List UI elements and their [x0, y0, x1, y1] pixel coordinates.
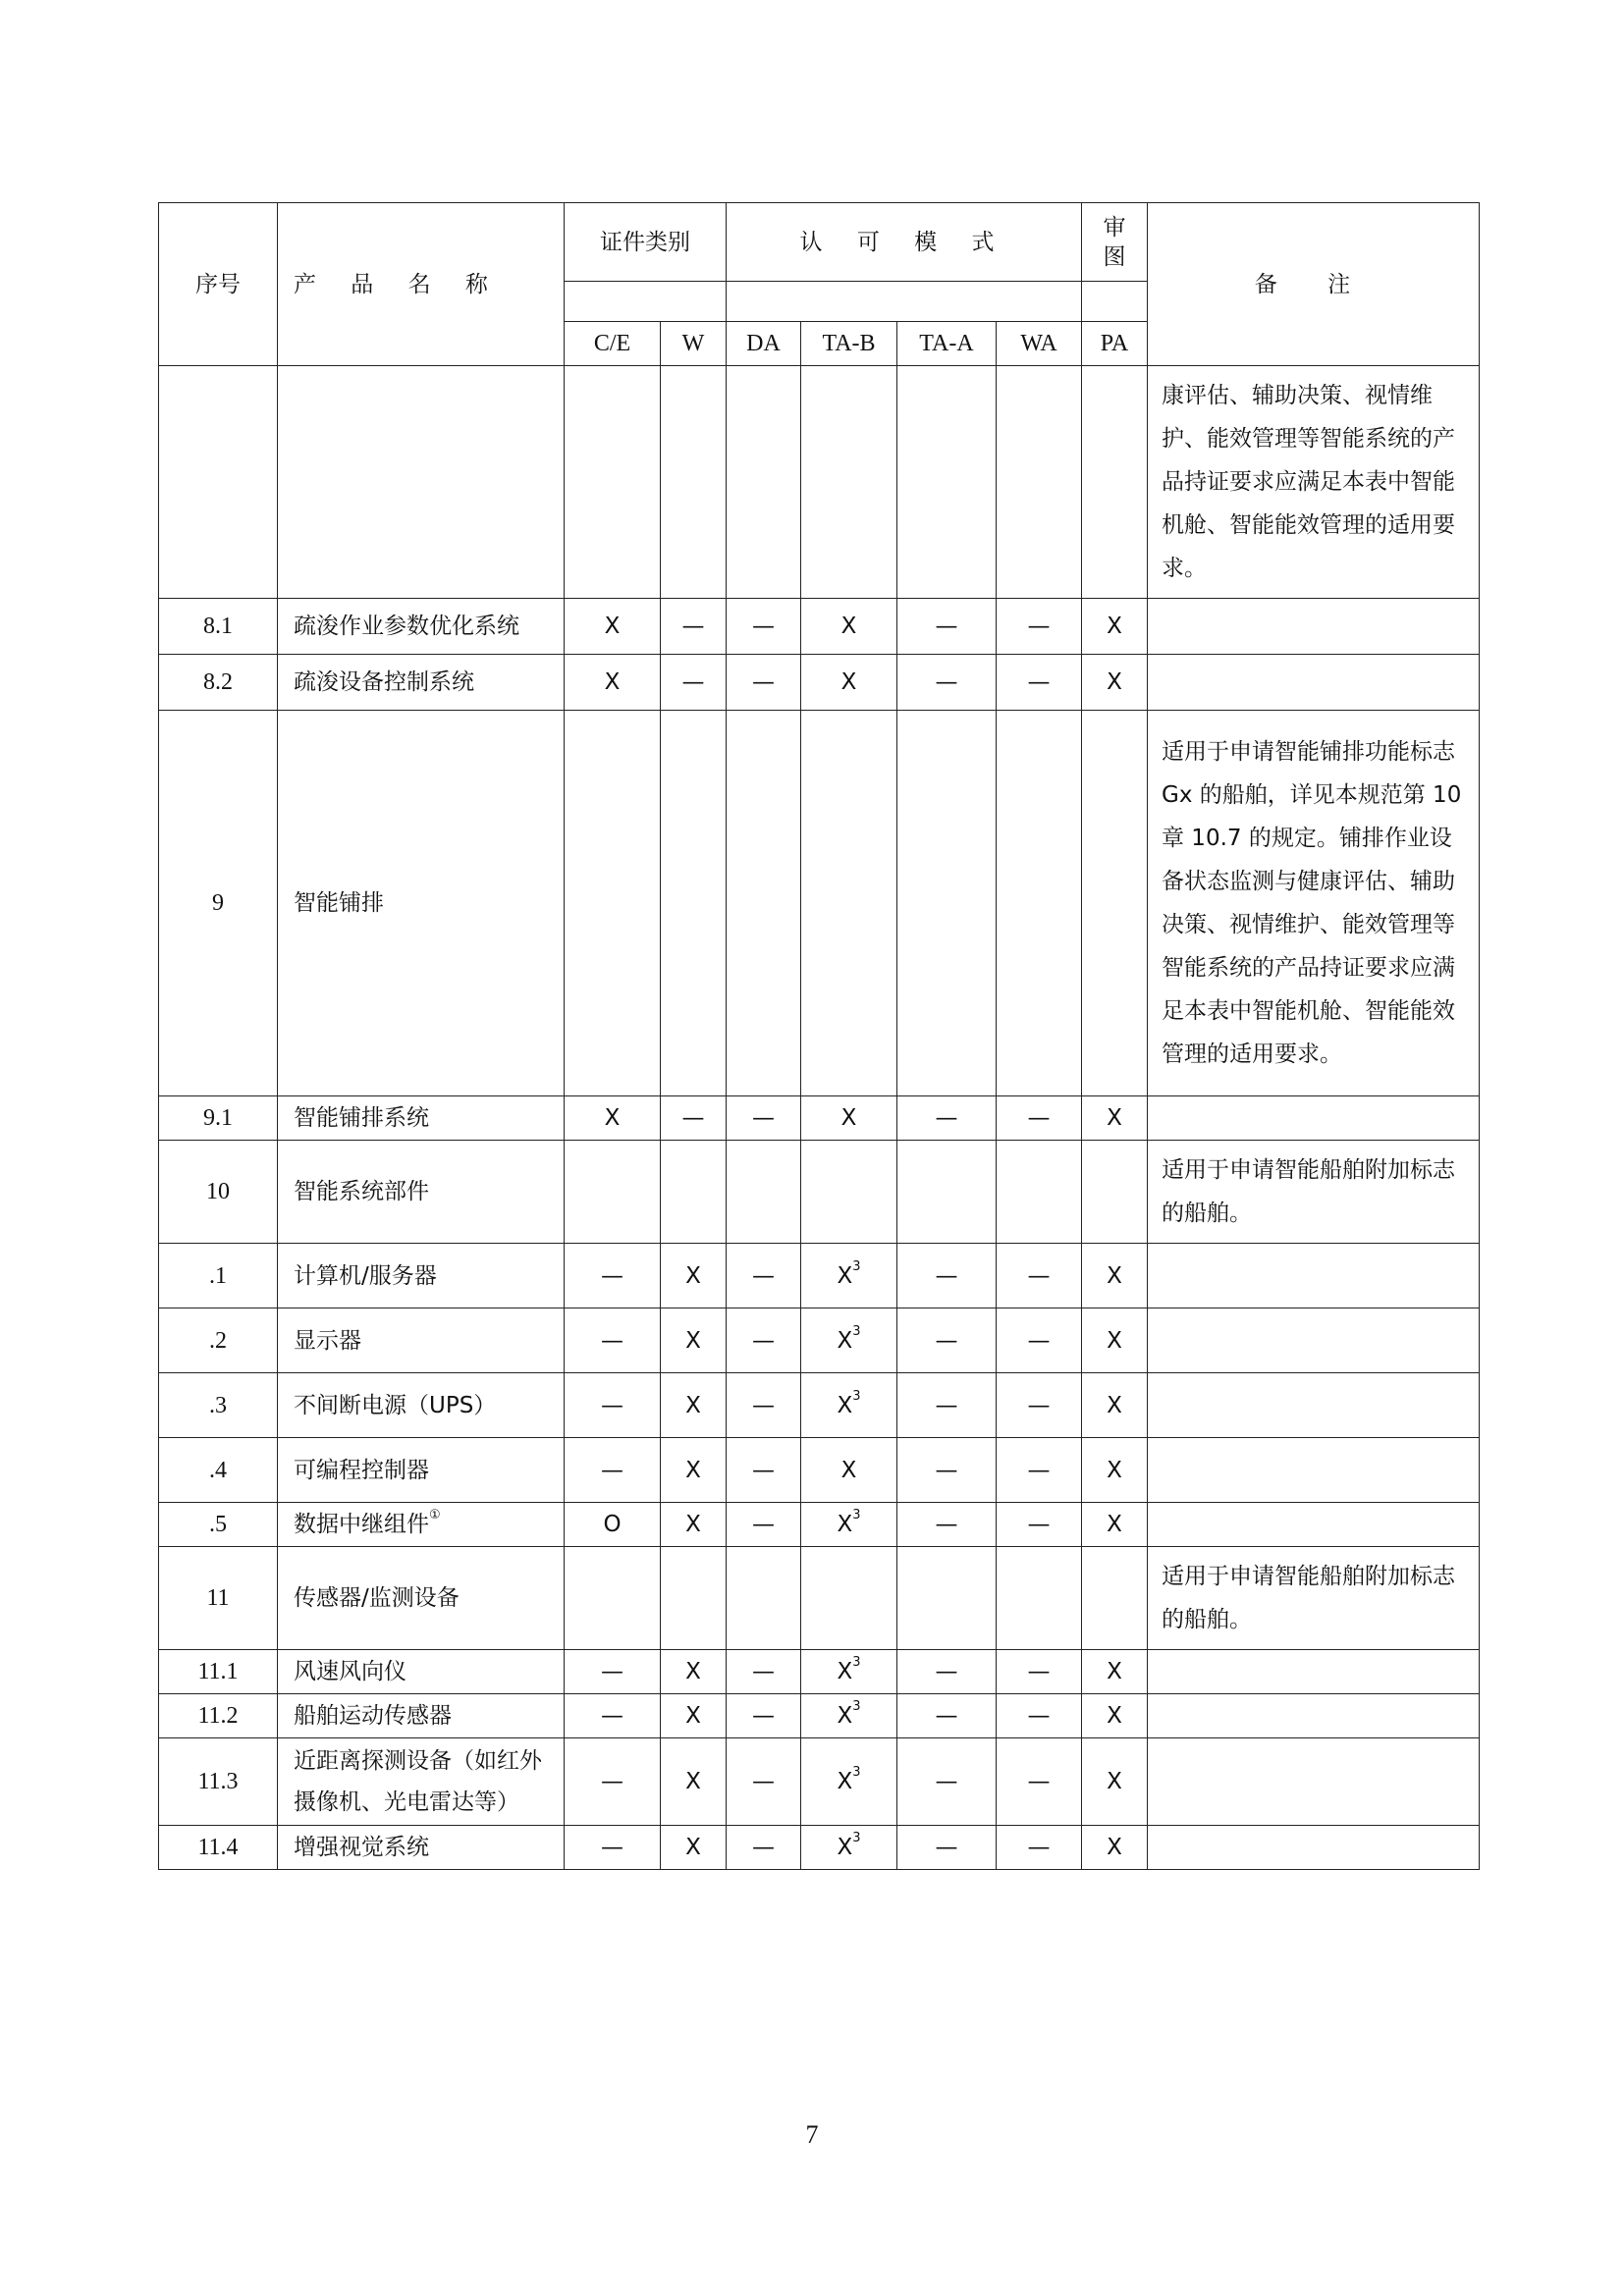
row-mark: —: [997, 599, 1082, 655]
row-remark: [1148, 1373, 1480, 1438]
row-mark: —: [997, 1826, 1082, 1870]
row-product-name: 传感器/监测设备: [278, 1547, 565, 1650]
row-remark: [1148, 1738, 1480, 1826]
row-mark: X: [565, 599, 661, 655]
table-row: [159, 1826, 1480, 1870]
row-remark: 适用于申请智能船舶附加标志的船舶。: [1148, 1547, 1480, 1650]
row-remark: [1148, 1826, 1480, 1870]
row-mark: —: [565, 1694, 661, 1738]
code-pa: PA: [1082, 322, 1148, 366]
row-mark: X: [661, 1694, 727, 1738]
superscript-note: 3: [852, 1699, 861, 1715]
row-product-name: 不间断电源（UPS）: [278, 1373, 565, 1438]
row-seq: 8.1: [159, 599, 278, 655]
row-mark: X: [661, 1373, 727, 1438]
row-mark: X: [801, 655, 897, 711]
code-w: W: [661, 322, 727, 366]
row-remark: [1148, 1650, 1480, 1694]
row-mark: —: [897, 1503, 997, 1547]
table-row: [159, 366, 1480, 599]
row-mark: —: [997, 1503, 1082, 1547]
row-mark: —: [661, 1096, 727, 1141]
row-product-name: 增强视觉系统: [278, 1826, 565, 1870]
row-mark: X: [1082, 1826, 1148, 1870]
header-seq: 序号: [159, 203, 278, 366]
row-mark: —: [997, 1373, 1082, 1438]
row-mark: X: [661, 1826, 727, 1870]
row-remark: [1148, 655, 1480, 711]
row-mark: X: [801, 1096, 897, 1141]
row-mark: [661, 1141, 727, 1244]
row-mark: [565, 1141, 661, 1244]
row-mark: —: [997, 1738, 1082, 1826]
code-wa: WA: [997, 322, 1082, 366]
row-mark: X: [1082, 1308, 1148, 1373]
row-mark: —: [997, 1096, 1082, 1141]
row-mark: X: [565, 655, 661, 711]
row-mark: —: [727, 599, 801, 655]
row-mark: $X^3$: [801, 1738, 897, 1826]
table-row: [159, 1738, 1480, 1826]
code-ta-a: TA-A: [897, 322, 997, 366]
row-mark: [997, 1141, 1082, 1244]
table-row: [159, 1141, 1480, 1244]
row-mark: —: [727, 1096, 801, 1141]
row-mark: $X^3$: [801, 1503, 897, 1547]
row-mark: —: [997, 655, 1082, 711]
row-product-name: 可编程控制器: [278, 1438, 565, 1503]
row-mark: X: [1082, 599, 1148, 655]
table-row: [159, 711, 1480, 1096]
row-remark: [1148, 1438, 1480, 1503]
row-product-name: 智能铺排: [278, 711, 565, 1096]
row-seq: .1: [159, 1244, 278, 1308]
row-mark: —: [897, 599, 997, 655]
row-mark: —: [897, 1738, 997, 1826]
row-seq: 11.4: [159, 1826, 278, 1870]
row-mark: —: [727, 1244, 801, 1308]
table-row: [159, 655, 1480, 711]
table-row: [159, 599, 1480, 655]
product-certification-table: [158, 202, 1480, 1870]
row-mark: —: [661, 655, 727, 711]
row-mark: X: [661, 1738, 727, 1826]
table-row: [159, 1308, 1480, 1373]
row-mark: $X^3$: [801, 1826, 897, 1870]
row-mark: —: [897, 1308, 997, 1373]
row-mark: —: [897, 1373, 997, 1438]
row-mark: [997, 366, 1082, 599]
row-mark: [727, 1141, 801, 1244]
row-mark: $X^3$: [801, 1373, 897, 1438]
row-remark: [1148, 1308, 1480, 1373]
row-product-name: [278, 366, 565, 599]
row-product-name: 船舶运动传感器: [278, 1694, 565, 1738]
row-product-name: 疏浚设备控制系统: [278, 655, 565, 711]
row-mark: —: [727, 1308, 801, 1373]
row-mark: —: [997, 1308, 1082, 1373]
row-mark: $X^3$: [801, 1694, 897, 1738]
row-seq: 11.3: [159, 1738, 278, 1826]
row-mark: —: [565, 1373, 661, 1438]
row-mark: —: [997, 1650, 1082, 1694]
row-mark: $X^3$: [801, 1308, 897, 1373]
footnote-marker: ①: [429, 1508, 441, 1523]
row-remark: [1148, 1503, 1480, 1547]
row-product-name: 计算机/服务器: [278, 1244, 565, 1308]
row-mark: —: [997, 1694, 1082, 1738]
row-seq: .3: [159, 1373, 278, 1438]
header-cert-type: 证件类别: [565, 203, 727, 282]
row-mark: [897, 1547, 997, 1650]
row-mark: —: [727, 1438, 801, 1503]
row-seq: 11.2: [159, 1694, 278, 1738]
row-mark: —: [565, 1308, 661, 1373]
row-mark: X: [1082, 1244, 1148, 1308]
row-mark: —: [727, 1694, 801, 1738]
row-mark: [1082, 1141, 1148, 1244]
row-mark: —: [897, 1826, 997, 1870]
row-mark: —: [727, 1826, 801, 1870]
row-product-name: 数据中继组件①: [278, 1503, 565, 1547]
row-product-name: 疏浚作业参数优化系统: [278, 599, 565, 655]
row-mark: X: [1082, 1096, 1148, 1141]
row-remark: [1148, 599, 1480, 655]
row-mark: [565, 366, 661, 599]
row-mark: —: [565, 1438, 661, 1503]
row-mark: X: [565, 1096, 661, 1141]
row-mark: —: [727, 1738, 801, 1826]
row-mark: —: [727, 1503, 801, 1547]
row-mark: —: [727, 1373, 801, 1438]
row-mark: —: [565, 1826, 661, 1870]
row-seq: 8.2: [159, 655, 278, 711]
table-row: [159, 1096, 1480, 1141]
header-product-name: 产 品 名 称: [278, 203, 565, 366]
row-remark: [1148, 1694, 1480, 1738]
row-product-name: 显示器: [278, 1308, 565, 1373]
row-mark: X: [1082, 1650, 1148, 1694]
row-mark: —: [661, 599, 727, 655]
row-mark: X: [1082, 655, 1148, 711]
row-seq: .4: [159, 1438, 278, 1503]
table-row: [159, 1373, 1480, 1438]
header-review-drawing: 审图: [1082, 203, 1148, 282]
header-cert-blank: [565, 282, 727, 322]
table-row: [159, 1438, 1480, 1503]
superscript-note: 3: [852, 1258, 861, 1274]
row-remark: [1148, 1096, 1480, 1141]
row-mark: [801, 1141, 897, 1244]
row-seq: 9: [159, 711, 278, 1096]
row-product-name: 智能系统部件: [278, 1141, 565, 1244]
header-remarks: 备 注: [1148, 203, 1480, 366]
row-seq: .5: [159, 1503, 278, 1547]
row-seq: [159, 366, 278, 599]
row-mark: —: [565, 1650, 661, 1694]
row-mark: [1082, 366, 1148, 599]
table-row: [159, 1244, 1480, 1308]
table-row: [159, 1694, 1480, 1738]
row-mark: [897, 366, 997, 599]
superscript-note: 3: [852, 1508, 861, 1523]
table-row: [159, 1503, 1480, 1547]
row-mark: —: [897, 1650, 997, 1694]
row-mark: X: [1082, 1694, 1148, 1738]
row-mark: [897, 1141, 997, 1244]
row-mark: —: [897, 1694, 997, 1738]
row-mark: [565, 711, 661, 1096]
row-seq: 11: [159, 1547, 278, 1650]
row-mark: X: [661, 1650, 727, 1694]
row-mark: —: [727, 1650, 801, 1694]
row-mark: [1082, 711, 1148, 1096]
row-mark: [801, 1547, 897, 1650]
table-row: [159, 1547, 1480, 1650]
code-ta-b: TA-B: [801, 322, 897, 366]
row-mark: —: [897, 1096, 997, 1141]
row-mark: [727, 711, 801, 1096]
row-seq: 9.1: [159, 1096, 278, 1141]
row-mark: X: [661, 1244, 727, 1308]
row-mark: [565, 1547, 661, 1650]
row-remark: 康评估、辅助决策、视情维护、能效管理等智能系统的产品持证要求应满足本表中智能机舱、智能能效管理的适用要求。: [1148, 366, 1480, 599]
row-mark: $X^3$: [801, 1244, 897, 1308]
row-remark: [1148, 1244, 1480, 1308]
superscript-note: 3: [852, 1388, 861, 1404]
row-mark: X: [661, 1503, 727, 1547]
row-mark: [661, 366, 727, 599]
row-seq: 10: [159, 1141, 278, 1244]
row-mark: —: [897, 1438, 997, 1503]
row-remark: 适用于申请智能铺排功能标志 Gx 的船舶，详见本规范第 10 章 10.7 的规定。铺排作业设备状态监测与健康评估、辅助决策、视情维护、能效管理等智能系统的产品持证要求应满足本表中智能机舱、智能能效管理的适用要求。: [1148, 711, 1480, 1096]
row-mark: X: [661, 1438, 727, 1503]
row-product-name: 近距离探测设备（如红外摄像机、光电雷达等）: [278, 1738, 565, 1826]
header-approval-blank: [727, 282, 1082, 322]
row-mark: [1082, 1547, 1148, 1650]
superscript-note: 3: [852, 1655, 861, 1671]
table-row: [159, 1650, 1480, 1694]
row-seq: 11.1: [159, 1650, 278, 1694]
row-mark: —: [727, 655, 801, 711]
row-mark: [727, 1547, 801, 1650]
row-mark: O: [565, 1503, 661, 1547]
page-number: 7: [805, 2120, 819, 2149]
row-mark: [661, 1547, 727, 1650]
row-mark: X: [801, 1438, 897, 1503]
row-mark: —: [565, 1738, 661, 1826]
header-review-blank: [1082, 282, 1148, 322]
row-mark: —: [897, 1244, 997, 1308]
row-mark: X: [801, 599, 897, 655]
row-mark: [997, 711, 1082, 1096]
row-mark: [801, 366, 897, 599]
row-mark: X: [1082, 1438, 1148, 1503]
row-seq: .2: [159, 1308, 278, 1373]
row-mark: [727, 366, 801, 599]
row-product-name: 智能铺排系统: [278, 1096, 565, 1141]
row-mark: [997, 1547, 1082, 1650]
row-mark: —: [997, 1244, 1082, 1308]
row-mark: —: [897, 655, 997, 711]
row-mark: X: [1082, 1738, 1148, 1826]
code-ce: C/E: [565, 322, 661, 366]
row-product-name: 风速风向仪: [278, 1650, 565, 1694]
header-approval-mode: 认 可 模 式: [727, 203, 1082, 282]
code-da: DA: [727, 322, 801, 366]
superscript-note: 3: [852, 1831, 861, 1846]
row-mark: $X^3$: [801, 1650, 897, 1694]
row-remark: 适用于申请智能船舶附加标志的船舶。: [1148, 1141, 1480, 1244]
row-mark: —: [997, 1438, 1082, 1503]
row-mark: [897, 711, 997, 1096]
row-mark: X: [661, 1308, 727, 1373]
header-row-1: [159, 203, 1480, 282]
row-mark: —: [565, 1244, 661, 1308]
row-mark: [661, 711, 727, 1096]
superscript-note: 3: [852, 1765, 861, 1781]
row-mark: X: [1082, 1373, 1148, 1438]
row-mark: X: [1082, 1503, 1148, 1547]
row-mark: [801, 711, 897, 1096]
superscript-note: 3: [852, 1323, 861, 1339]
